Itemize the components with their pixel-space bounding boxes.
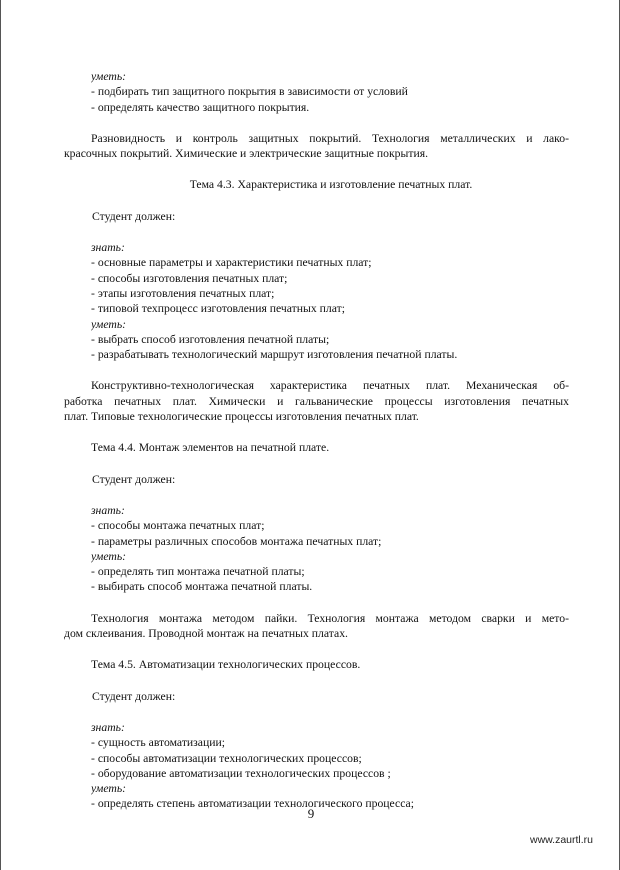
website-watermark: www.zaurtl.ru [529,834,593,846]
list-item: - выбрать способ изготовления печатной платы; [91,332,330,346]
topic-heading: Тема 4.4. Монтаж элементов на печатной плате. [91,441,330,455]
body-paragraph [64,131,569,162]
list-item: - оборудование автоматизации технологических процессов ; [91,766,391,780]
list-item: - основные параметры и характеристики печатных плат; [91,256,372,270]
list-item: - этапы изготовления печатных плат; [91,286,275,300]
student-intro: Студент должен: [92,209,176,223]
spacer [91,193,569,209]
list-item: - способы автоматизации технологических процессов; [91,751,362,765]
list-item: - типовой техпроцесс изготовления печатных плат; [91,302,345,316]
list-item: - способы изготовления печатных плат; [91,271,288,285]
paragraph-line: Технология монтажа методом пайки. Технология монтажа методом сварки и мето- [91,611,569,625]
spacer [91,487,569,503]
student-intro: Студент должен: [92,472,176,486]
list-item: - выбирать способ монтажа печатной платы. [91,580,313,594]
section-label: знать: [91,241,125,255]
spacer [91,595,569,611]
paragraph-line: работка печатных плат. Химически и гальванические процессы изготовления печатных [64,394,569,408]
paragraph-line: Конструктивно-технологическая характеристика печатных плат. Механическая об- [91,379,569,393]
body-paragraph [64,378,569,424]
list-item: - определять тип монтажа печатной платы; [91,565,305,579]
section-label: знать: [91,503,125,517]
section-label: уметь: [91,317,127,331]
list-item: - подбирать тип защитного покрытия в зависимости от условий [91,85,408,99]
spacer [91,161,569,177]
student-intro: Студент должен: [92,689,176,703]
paragraph-line: плат. Типовые технологические процессы изготовления печатных плат. [64,410,419,424]
spacer [91,704,569,720]
section-label: уметь: [91,549,127,563]
topic-heading: Тема 4.3. Характеристика и изготовление печатных плат. [189,178,473,192]
section-label: уметь: [91,782,127,796]
body-paragraph [64,611,569,642]
section-label: уметь: [91,70,127,83]
spacer [91,224,569,240]
paragraph-line: красочных покрытий. Химические и электрические защитные покрытия. [64,147,429,161]
paragraph-line: дом склеивания. Проводной монтаж на печатных платах. [64,627,348,641]
spacer [91,673,569,689]
page-content [64,69,569,812]
list-item: - разрабатывать технологический маршрут изготовления печатной платы. [91,348,458,362]
list-item: - сущность автоматизации; [91,736,225,750]
topic-heading: Тема 4.5. Автоматизации технологических процессов. [91,658,361,672]
list-item: - параметры различных способов монтажа печатных плат; [91,534,382,548]
paragraph-line: Разновидность и контроль защитных покрытий. Технология металлических и лако- [91,131,569,145]
spacer [91,456,569,472]
list-item: - определять качество защитного покрытия. [91,100,310,114]
spacer [91,641,569,657]
list-item: - определять степень автоматизации технологического процесса; [91,797,414,811]
section-label: знать: [91,720,125,734]
spacer [91,362,569,378]
page-number: 9 [307,806,315,821]
list-item: - способы монтажа печатных плат; [91,519,265,533]
spacer [91,424,569,440]
spacer [91,115,569,131]
